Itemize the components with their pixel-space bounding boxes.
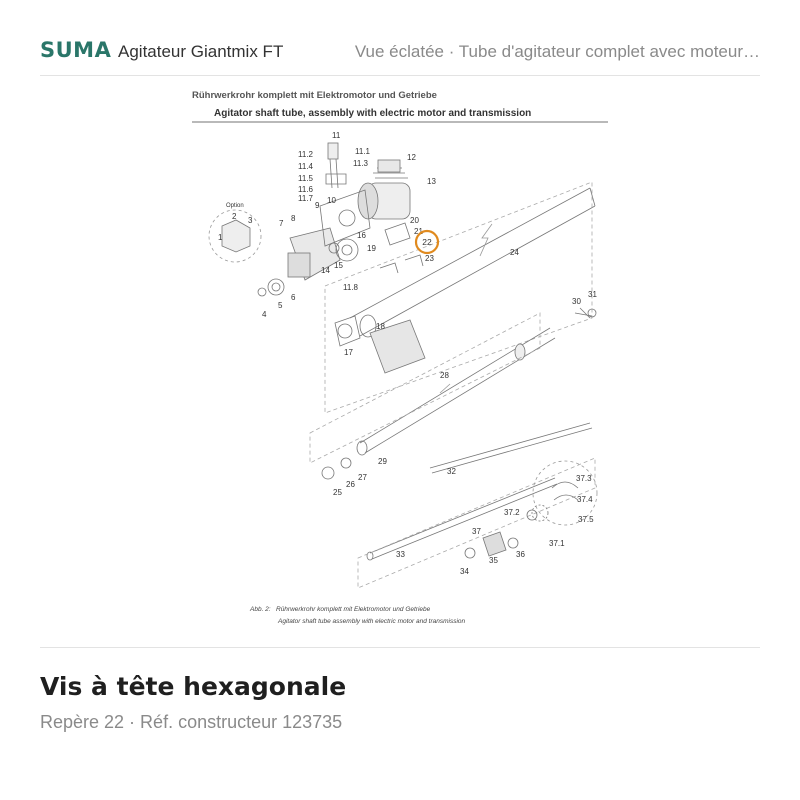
callout[interactable]: 32 (447, 467, 456, 476)
callout[interactable]: 37.4 (577, 495, 593, 504)
callout[interactable]: 10 (327, 196, 336, 205)
callout[interactable]: 4 (262, 310, 267, 319)
callout[interactable]: 5 (278, 301, 283, 310)
callout[interactable]: 34 (460, 567, 469, 576)
callout[interactable]: 13 (427, 177, 436, 186)
callout[interactable]: 8 (291, 214, 296, 223)
callout[interactable]: 6 (291, 293, 296, 302)
figure-ref: Abb. 2: (250, 606, 271, 613)
callout[interactable]: 21 (414, 227, 423, 236)
callout[interactable]: 25 (333, 488, 342, 497)
figure-caption-de: Rührwerkrohr komplett mit Elektromotor und Getriebe (276, 606, 431, 613)
callout[interactable]: 18 (376, 322, 385, 331)
callout[interactable]: 11.1 (355, 147, 370, 156)
callout[interactable]: 23 (425, 254, 434, 263)
callout[interactable]: 37.1 (549, 539, 565, 548)
part-reference: Repère 22 · Réf. constructeur 123735 (40, 712, 343, 732)
selected-callout-number[interactable]: 22 (422, 237, 432, 247)
callout[interactable]: 28 (440, 371, 449, 380)
figure-caption-en: Agitator shaft tube assembly with electric motor and transmission (278, 618, 466, 625)
callout[interactable]: 12 (407, 153, 416, 162)
callout[interactable]: 24 (510, 248, 519, 257)
callout[interactable]: 37 (472, 527, 481, 536)
callout[interactable]: 11.6 (298, 185, 313, 194)
part-title: Vis à tête hexagonale (40, 672, 347, 701)
content-divider (40, 647, 760, 648)
callout[interactable]: 11.7 (298, 194, 313, 203)
callout[interactable]: 16 (357, 231, 366, 240)
diagram-heading-de: Rührwerkrohr komplett mit Elektromotor und Getriebe (192, 90, 437, 101)
callout[interactable]: 37.2 (504, 508, 520, 517)
callout[interactable]: 14 (321, 266, 330, 275)
callout[interactable]: 36 (516, 550, 525, 559)
callout[interactable]: 11 (332, 131, 341, 140)
callout[interactable]: 20 (410, 216, 419, 225)
callout[interactable]: 2 (232, 212, 237, 221)
brand-logo[interactable]: SUMA (40, 38, 112, 62)
callout[interactable]: 31 (588, 290, 597, 299)
diagram-heading-en: Agitator shaft tube, assembly with electric motor and transmission (214, 108, 532, 119)
callout[interactable]: 7 (279, 219, 284, 228)
callout[interactable]: 35 (489, 556, 498, 565)
drawing-lines (209, 143, 597, 588)
exploded-view-diagram (180, 88, 620, 633)
top-header (0, 0, 800, 76)
callout[interactable]: 11.2 (298, 150, 313, 159)
option-label: Option (226, 203, 244, 209)
selected-callout-highlight[interactable] (416, 231, 438, 253)
callout[interactable]: 37.3 (576, 474, 592, 483)
header-divider (40, 75, 760, 76)
callout[interactable]: 11.4 (298, 162, 313, 171)
callout[interactable]: 11.5 (298, 174, 313, 183)
callout[interactable]: 11.8 (343, 283, 358, 292)
callout[interactable]: 3 (248, 216, 253, 225)
breadcrumb[interactable]: Vue éclatée · Tube d'agitateur complet avec moteur… (354, 42, 760, 61)
callout[interactable]: 27 (358, 473, 367, 482)
product-name: Agitateur Giantmix FT (118, 42, 284, 61)
callout[interactable]: 29 (378, 457, 387, 466)
callout[interactable]: 9 (315, 201, 320, 210)
callout[interactable]: 17 (344, 348, 353, 357)
callout[interactable]: 1 (218, 233, 223, 242)
callout[interactable]: 15 (334, 261, 343, 270)
callout[interactable]: 37.5 (578, 515, 594, 524)
callout[interactable]: 30 (572, 297, 581, 306)
callout[interactable]: 11.3 (353, 159, 368, 168)
callout[interactable]: 26 (346, 480, 355, 489)
callout[interactable]: 33 (396, 550, 405, 559)
exploded-view-drawing (180, 88, 620, 633)
callout[interactable]: 19 (367, 244, 376, 253)
